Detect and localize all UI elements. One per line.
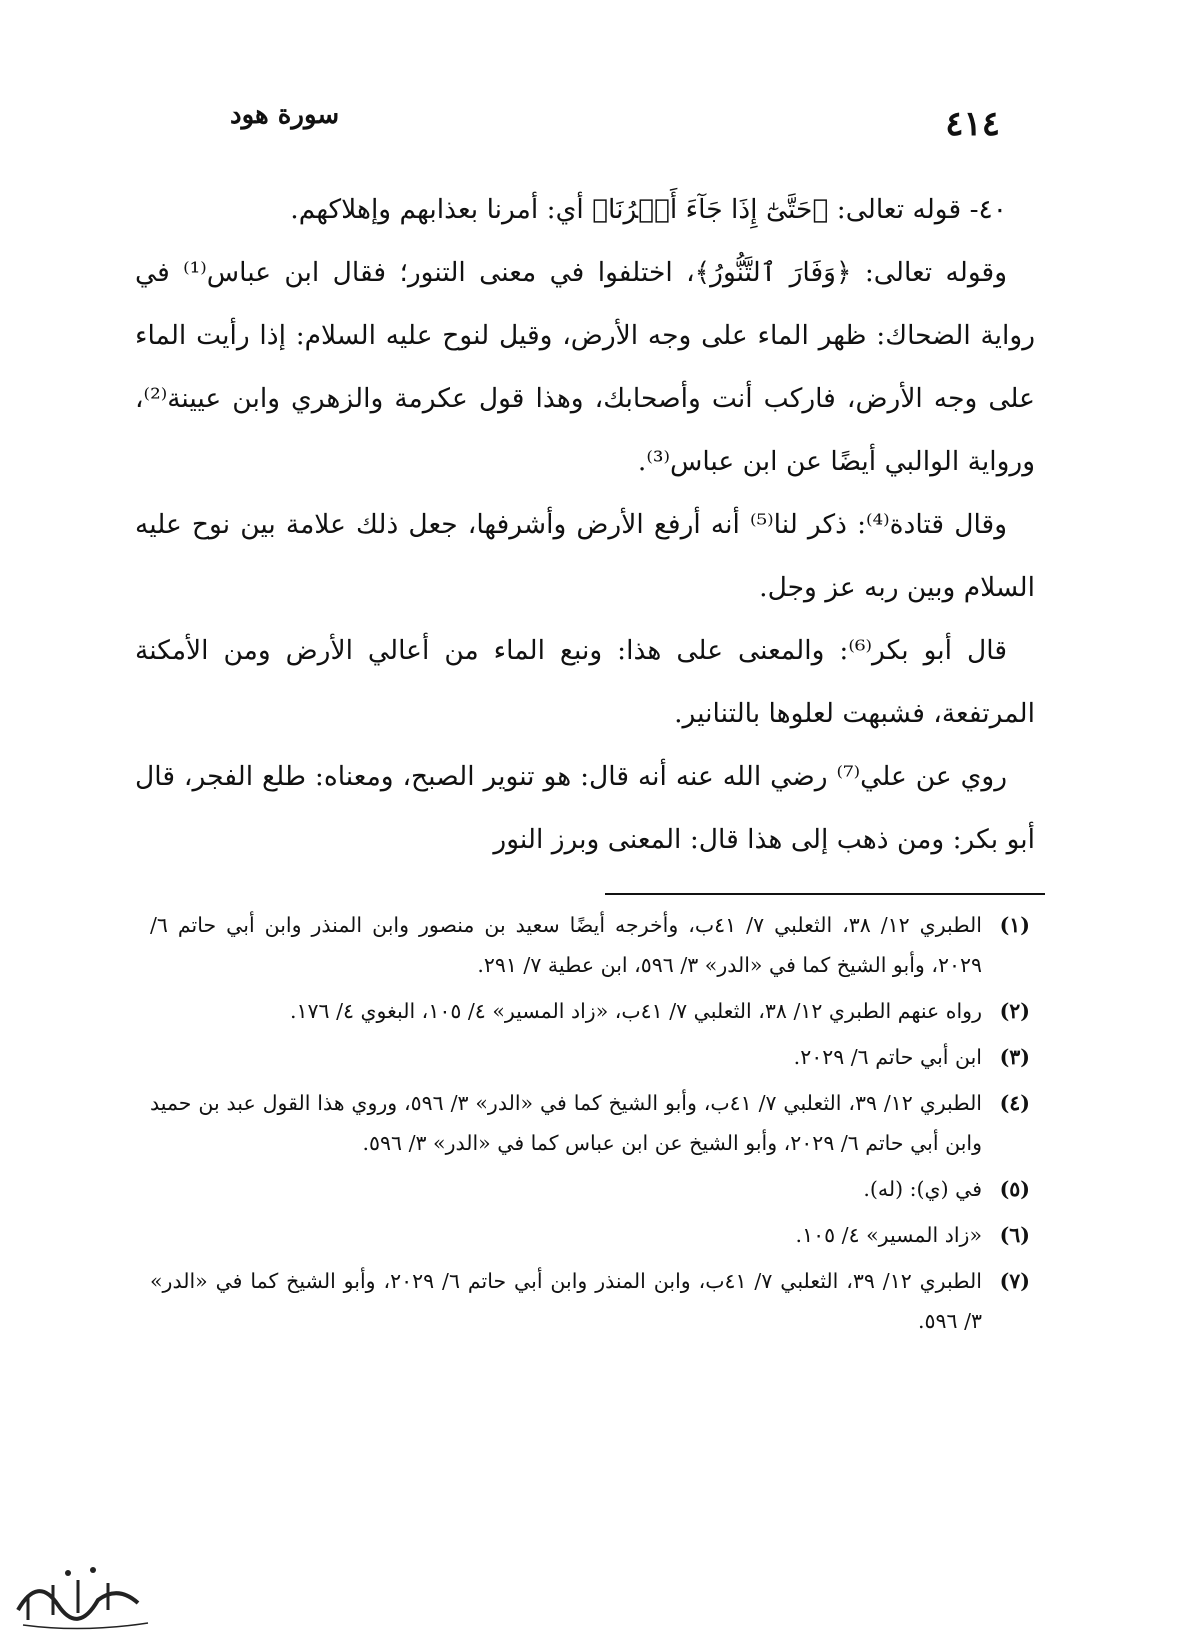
paragraph-ali: روي عن علي⁽⁷⁾ رضي الله عنه أنه قال: هو تنوير الصبح، ومعناه: طلع الفجر، قال أبو بكر: ومن ذهب إلى هذا قال: المعنى وبرز النور: [135, 761, 1035, 855]
page-header: [230, 100, 1000, 150]
paragraph-verse-40: ٤٠- قوله تعالى: ﴿حَتَّىٰٓ إِذَا جَآءَ أَمۡرُنَا﴾ أي: أمرنا بعذابهم وإهلاكهم.: [290, 194, 1007, 225]
footnote: [150, 1215, 1030, 1255]
paragraph-abu-bakr: قال أبو بكر⁽⁶⁾: والمعنى على هذا: ونبع الماء من أعالي الأرض ومن الأمكنة المرتفعة، فشبهت لعلوها بالتنانير.: [135, 635, 1035, 729]
footnote-number: (٣): [999, 1045, 1030, 1069]
footnote: [150, 991, 1030, 1031]
footnotes: [150, 905, 1030, 1347]
page-number: ٤١٤: [945, 104, 1000, 144]
paragraph-tannur: وقوله تعالى: ﴿وَفَارَ ٱلتَّنُّورُ﴾، اختلفوا في معنى التنور؛ فقال ابن عباس⁽¹⁾ في رواية الضحاك: ظهر الماء على وجه الأرض، وقيل لنوح عليه السلام: إذا رأيت الماء على وجه الأرض، فاركب أنت وأصحابك، وهذا قول عكرمة والزهري وابن عيينة⁽²⁾، ورواية الوالبي أيضًا عن ابن عباس⁽³⁾.: [135, 257, 1035, 477]
footnote: [150, 1083, 1030, 1163]
footnote: [150, 1261, 1030, 1341]
footnote-text: رواه عنهم الطبري ١٢/ ٣٨، الثعلبي ٧/ ٤١ب، «زاد المسير» ٤/ ١٠٥، البغوي ٤/ ١٧٦.: [289, 999, 982, 1023]
footnote-number: (٧): [999, 1269, 1030, 1293]
footnote-number: (٤): [999, 1091, 1030, 1115]
footnote-text: الطبري ١٢/ ٣٩، الثعلبي ٧/ ٤١ب، وأبو الشيخ كما في «الدر» ٣/ ٥٩٦، وروي هذا القول عبد بن حميد وابن أبي حاتم ٦/ ٢٠٢٩، وأبو الشيخ عن ابن عباس كما في «الدر» ٣/ ٥٩٦.: [150, 1091, 983, 1155]
footnote-text: «زاد المسير» ٤/ ١٠٥.: [795, 1223, 982, 1247]
footnote-separator: [605, 893, 1045, 895]
footnote-number: (١): [999, 913, 1030, 937]
footnote-text: الطبري ١٢/ ٣٨، الثعلبي ٧/ ٤١ب، وأخرجه أيضًا سعيد بن منصور وابن المنذر وابن أبي حاتم ٦/ ٢٠٢٩، وأبو الشيخ كما في «الدر» ٣/ ٥٩٦، ابن عطية ٧/ ٢٩١.: [150, 913, 982, 977]
main-text: [135, 178, 1035, 871]
footnote-text: في (ي): (له).: [863, 1177, 982, 1201]
footnote: [150, 1037, 1030, 1077]
publisher-logo: [8, 1555, 158, 1635]
paragraph-qatada: وقال قتادة⁽⁴⁾: ذكر لنا⁽⁵⁾ أنه أرفع الأرض وأشرفها، جعل ذلك علامة بين نوح عليه السلام وبين ربه عز وجل.: [135, 509, 1035, 603]
footnote: [150, 1169, 1030, 1209]
footnote-text: ابن أبي حاتم ٦/ ٢٠٢٩.: [793, 1045, 982, 1069]
surah-title: سورة هود: [230, 100, 340, 130]
footnote-text: الطبري ١٢/ ٣٩، الثعلبي ٧/ ٤١ب، وابن المنذر وابن أبي حاتم ٦/ ٢٠٢٩، وأبو الشيخ كما في «الدر» ٣/ ٥٩٦.: [150, 1269, 982, 1333]
footnote-number: (٥): [999, 1177, 1030, 1201]
footnote-number: (٢): [999, 999, 1030, 1023]
footnote-number: (٦): [999, 1223, 1030, 1247]
footnote: [150, 905, 1030, 985]
